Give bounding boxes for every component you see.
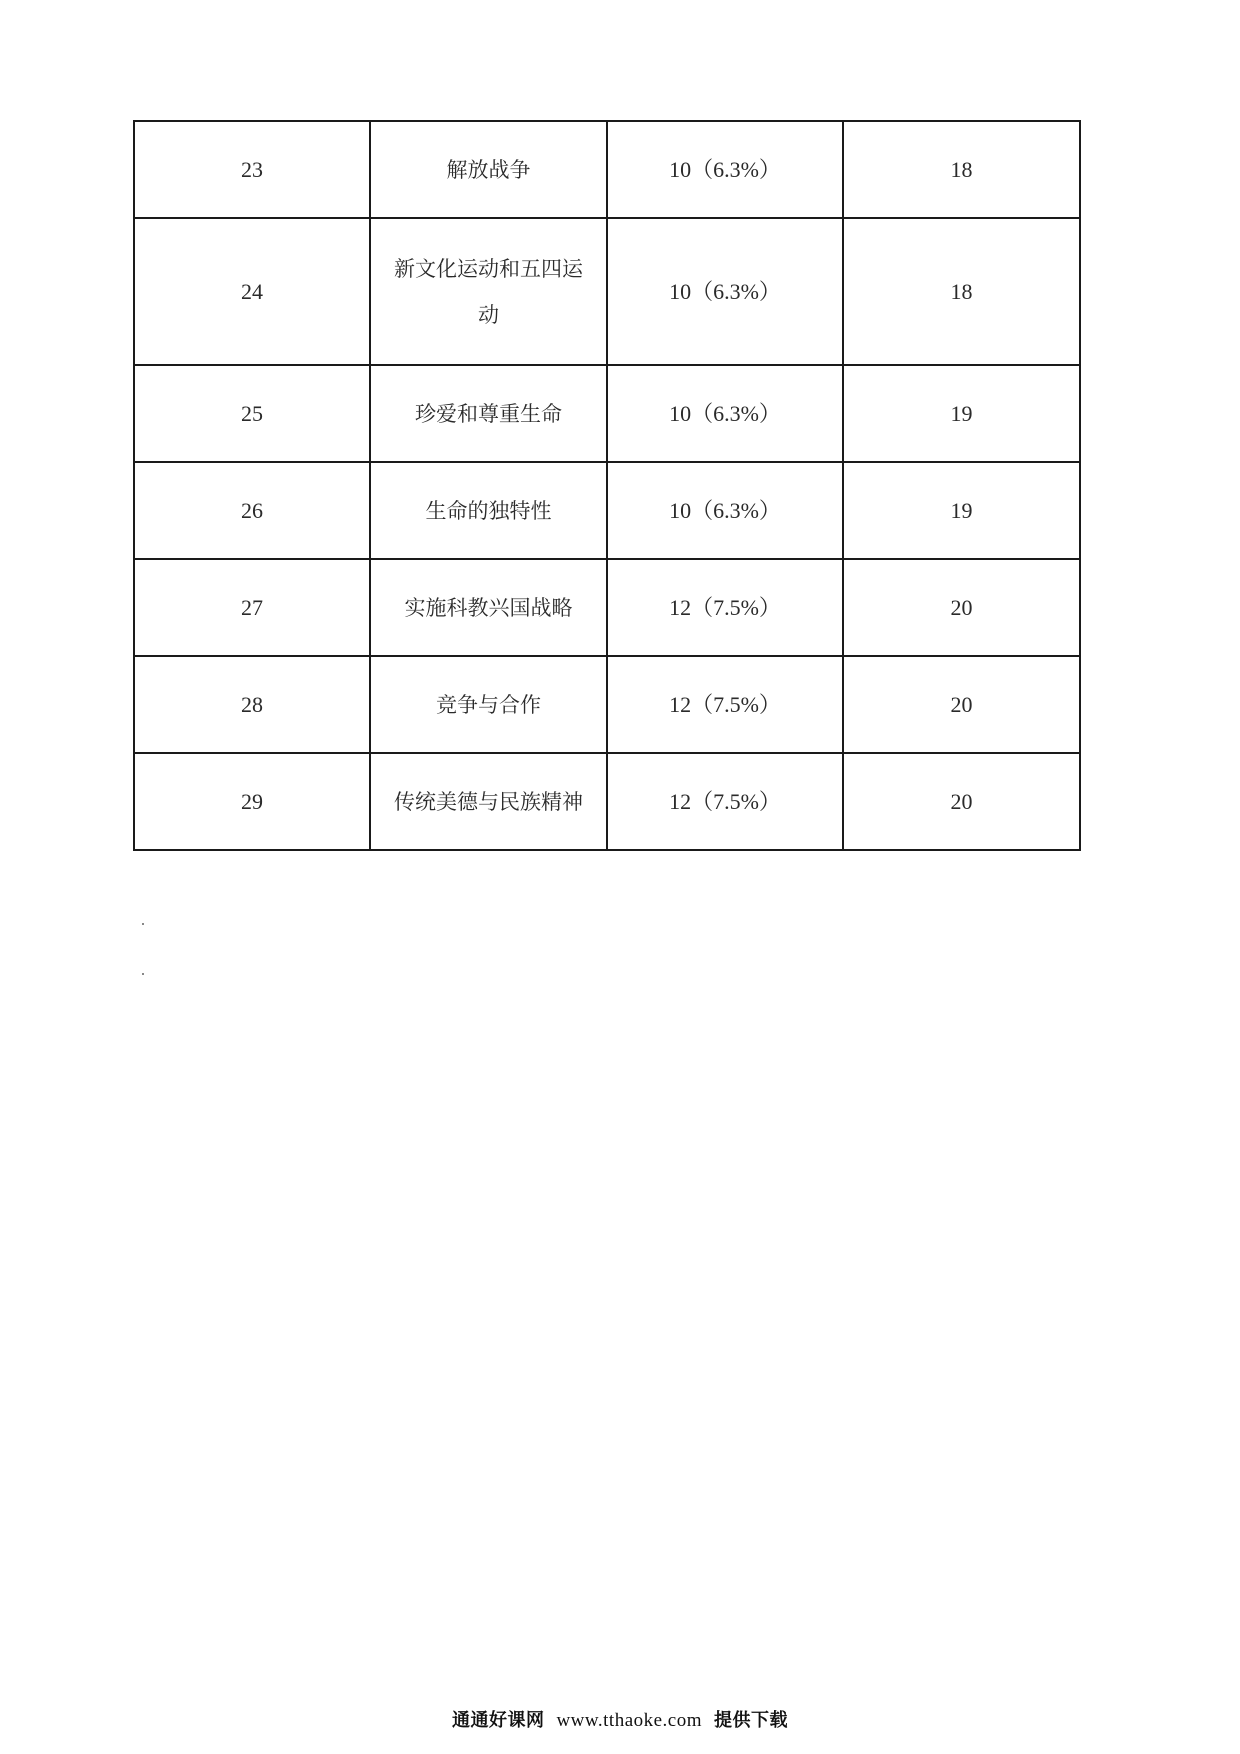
footer-suffix: 提供下载 [714,1710,789,1731]
row-number: 27 [134,559,370,656]
rank-cell: 20 [843,559,1080,656]
table-row [134,121,1080,218]
table-row [134,753,1080,850]
row-number: 26 [134,462,370,559]
row-number: 25 [134,365,370,462]
page-footer [0,1706,1240,1732]
paragraph-mark [142,973,144,975]
rank-cell: 18 [843,218,1080,365]
row-number: 24 [134,218,370,365]
row-number: 23 [134,121,370,218]
frequency-cell: 10（6.3%） [607,121,843,218]
table-row [134,656,1080,753]
topic-cell: 传统美德与民族精神 [370,753,607,850]
frequency-cell: 10（6.3%） [607,365,843,462]
paragraph-mark [142,923,144,925]
frequency-cell: 10（6.3%） [607,218,843,365]
rank-cell: 18 [843,121,1080,218]
table-row [134,365,1080,462]
topic-cell: 生命的独特性 [370,462,607,559]
topic-cell: 新文化运动和五四运动 [370,218,607,365]
footer-site-name: 通通好课网 [451,1710,545,1731]
frequency-cell: 12（7.5%） [607,656,843,753]
row-number: 28 [134,656,370,753]
table-row [134,559,1080,656]
table-row [134,462,1080,559]
row-number: 29 [134,753,370,850]
topic-cell: 竞争与合作 [370,656,607,753]
rank-cell: 19 [843,462,1080,559]
frequency-cell: 10（6.3%） [607,462,843,559]
rank-cell: 19 [843,365,1080,462]
topic-frequency-table [133,120,1081,851]
frequency-cell: 12（7.5%） [607,559,843,656]
rank-cell: 20 [843,753,1080,850]
topic-cell: 实施科教兴国战略 [370,559,607,656]
topic-cell: 解放战争 [370,121,607,218]
topic-cell: 珍爱和尊重生命 [370,365,607,462]
footer-url[interactable]: www.tthaoke.com [556,1710,703,1731]
table-row [134,218,1080,365]
rank-cell: 20 [843,656,1080,753]
frequency-cell: 12（7.5%） [607,753,843,850]
